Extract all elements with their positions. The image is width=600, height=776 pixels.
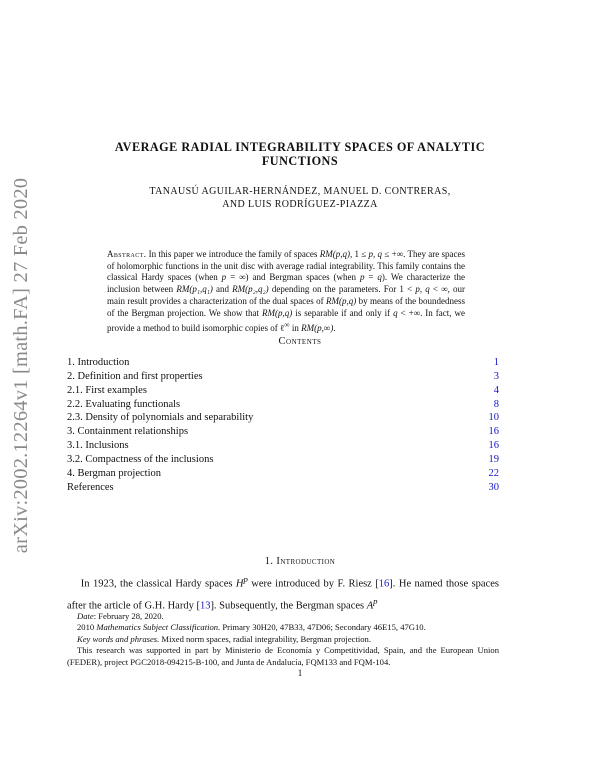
math: p, q: [415, 284, 430, 295]
toc-page-link[interactable]: 1: [493, 357, 499, 368]
footnote-text: Mixed norm spaces, radial integrability, Bergman projection.: [159, 633, 371, 644]
abstract-text: and: [212, 284, 233, 295]
section-heading: 1. Introduction: [264, 556, 336, 567]
footnote-label: Date: [77, 611, 94, 621]
intro-text: In 1923, the classical Hardy spaces: [80, 578, 236, 590]
toc-label: 3. Containment relationships: [67, 426, 189, 438]
toc-label: 3.2. Compactness of the inclusions: [67, 453, 214, 465]
intro-paragraph: [67, 571, 499, 614]
toc-entry[interactable]: [67, 453, 499, 467]
title-line-2: FUNCTIONS: [261, 154, 339, 168]
abstract-label: Abstract.: [107, 249, 147, 259]
math: q: [393, 307, 398, 318]
toc-entry[interactable]: [67, 411, 499, 425]
toc-page-link[interactable]: 4: [493, 384, 499, 396]
abstract-text: In this paper we introduce the family of spaces: [146, 249, 320, 259]
toc-page-link[interactable]: 22: [488, 467, 499, 479]
toc-label: 2. Definition and first properties: [67, 370, 203, 382]
arxiv-stamp-text: arXiv:2002.12264v1 [math.FA] 27 Feb 2020: [10, 177, 33, 553]
footnote-date: [67, 611, 499, 622]
math-sup: ∞: [284, 320, 290, 330]
math: A: [366, 600, 374, 611]
toc-label: 3.1. Inclusions: [67, 440, 129, 452]
math: p, q: [368, 249, 383, 259]
toc-entry[interactable]: [67, 467, 499, 481]
footnote-label: Key words and phrases.: [77, 633, 160, 644]
abstract-text: = ∞) and Bergman spaces (when: [226, 272, 360, 283]
toc-label: 2.1. First examples: [67, 384, 147, 396]
toc-entry[interactable]: [67, 356, 499, 370]
paper-title: [60, 140, 540, 168]
intro-text: were introduced by F. Riesz [: [247, 578, 379, 590]
toc-page-link[interactable]: 16: [488, 426, 499, 438]
citation-link[interactable]: 16: [378, 578, 390, 590]
toc-entry[interactable]: [67, 398, 499, 412]
math: H: [235, 578, 244, 590]
toc-page-link[interactable]: 16: [488, 440, 499, 452]
abstract-text: ≤ +∞. They are spaces of holomorphic functions in the unit disc with average radial integrability. This family contains the classical Hardy spaces (when: [107, 249, 465, 283]
authors-line-2: AND LUIS RODRÍGUEZ-PIAZZA: [222, 199, 378, 210]
math: RM(p,q): [325, 295, 357, 306]
footnote-text: Primary 30H20, 47B33, 47D06; Secondary 46E15, 47G10.: [220, 622, 426, 633]
abstract-text: .: [333, 323, 336, 334]
citation-link[interactable]: 13: [199, 600, 211, 611]
toc-label: 1. Introduction: [67, 357, 130, 368]
abstract-text: , 1 ≤: [349, 249, 369, 259]
abstract-text: < ∞, our main result provides a characterization of the dual spaces of: [107, 284, 465, 306]
math: q: [377, 272, 382, 283]
toc-page-link[interactable]: 3: [493, 370, 499, 382]
contents-title: Contents: [278, 336, 322, 347]
authors-line-1: TANAUSÚ AGUILAR-HERNÁNDEZ, MANUEL D. CONTRERAS,: [149, 186, 451, 197]
abstract-text: is separable if and only if: [292, 307, 394, 318]
math: RM(p₁,q₁): [176, 284, 213, 295]
authors: [60, 185, 540, 211]
abstract-text: in: [289, 323, 302, 334]
abstract-text: < +∞. In fact, we provide a method to build isomorphic copies of ℓ: [107, 307, 465, 334]
toc-label: 4. Bergman projection: [67, 467, 161, 479]
toc-entry[interactable]: [67, 439, 499, 453]
toc-label: 2.2. Evaluating functionals: [67, 398, 181, 410]
footnote-text: : February 28, 2020.: [93, 611, 164, 621]
intro-text: ]. Subsequently, the Bergman spaces: [210, 600, 367, 611]
footnote-msc: [67, 622, 499, 633]
math: RM(p,q): [319, 249, 350, 259]
math: RM(p,q): [262, 307, 293, 318]
table-of-contents: [67, 356, 499, 494]
toc-label: 2.3. Density of polynomials and separability: [67, 412, 254, 424]
arxiv-stamp: [4, 175, 40, 555]
footnote-funding: This research was supported in part by Ministerio de Economía y Competitividad, Spain, and the European Union (FEDER), project PGC2018-094215-B-100, and Junta de Andalucía, FQM133 and FQM-104.: [67, 645, 499, 667]
math-sup: p: [243, 574, 248, 584]
abstract-text: =: [364, 272, 378, 283]
math: RM(p,∞): [301, 323, 334, 334]
toc-label: References: [67, 481, 114, 493]
abstract-text: ). We characterize the inclusion between: [107, 272, 465, 295]
math-sup: p: [373, 595, 378, 606]
toc-entry[interactable]: [67, 425, 499, 439]
footnote-label: Mathematics Subject Classification.: [96, 622, 221, 633]
abstract-text: by means of the boundedness of the Bergman projection. We show that: [107, 295, 465, 318]
toc-entry[interactable]: [67, 481, 499, 495]
footnote-keywords: [67, 634, 499, 645]
math: RM(p₂,q₂): [232, 284, 269, 295]
footnote-text: 2010: [77, 622, 97, 633]
math: p: [221, 272, 227, 283]
page-number: 1: [297, 668, 303, 678]
abstract-text: depending on the parameters. For 1 <: [268, 284, 416, 295]
intro-text: ]. He named those spaces after the article of G.H. Hardy [: [67, 578, 500, 611]
toc-entry[interactable]: [67, 370, 499, 384]
toc-page-link[interactable]: 10: [488, 412, 499, 424]
title-line-1: AVERAGE RADIAL INTEGRABILITY SPACES OF ANALYTIC: [114, 140, 486, 154]
toc-page-link[interactable]: 8: [493, 398, 499, 410]
math: p: [359, 272, 365, 283]
toc-page-link[interactable]: 19: [488, 453, 499, 465]
abstract: [107, 249, 465, 335]
footnotes: [67, 611, 499, 668]
toc-entry[interactable]: [67, 384, 499, 398]
toc-page-link[interactable]: 30: [488, 481, 499, 493]
